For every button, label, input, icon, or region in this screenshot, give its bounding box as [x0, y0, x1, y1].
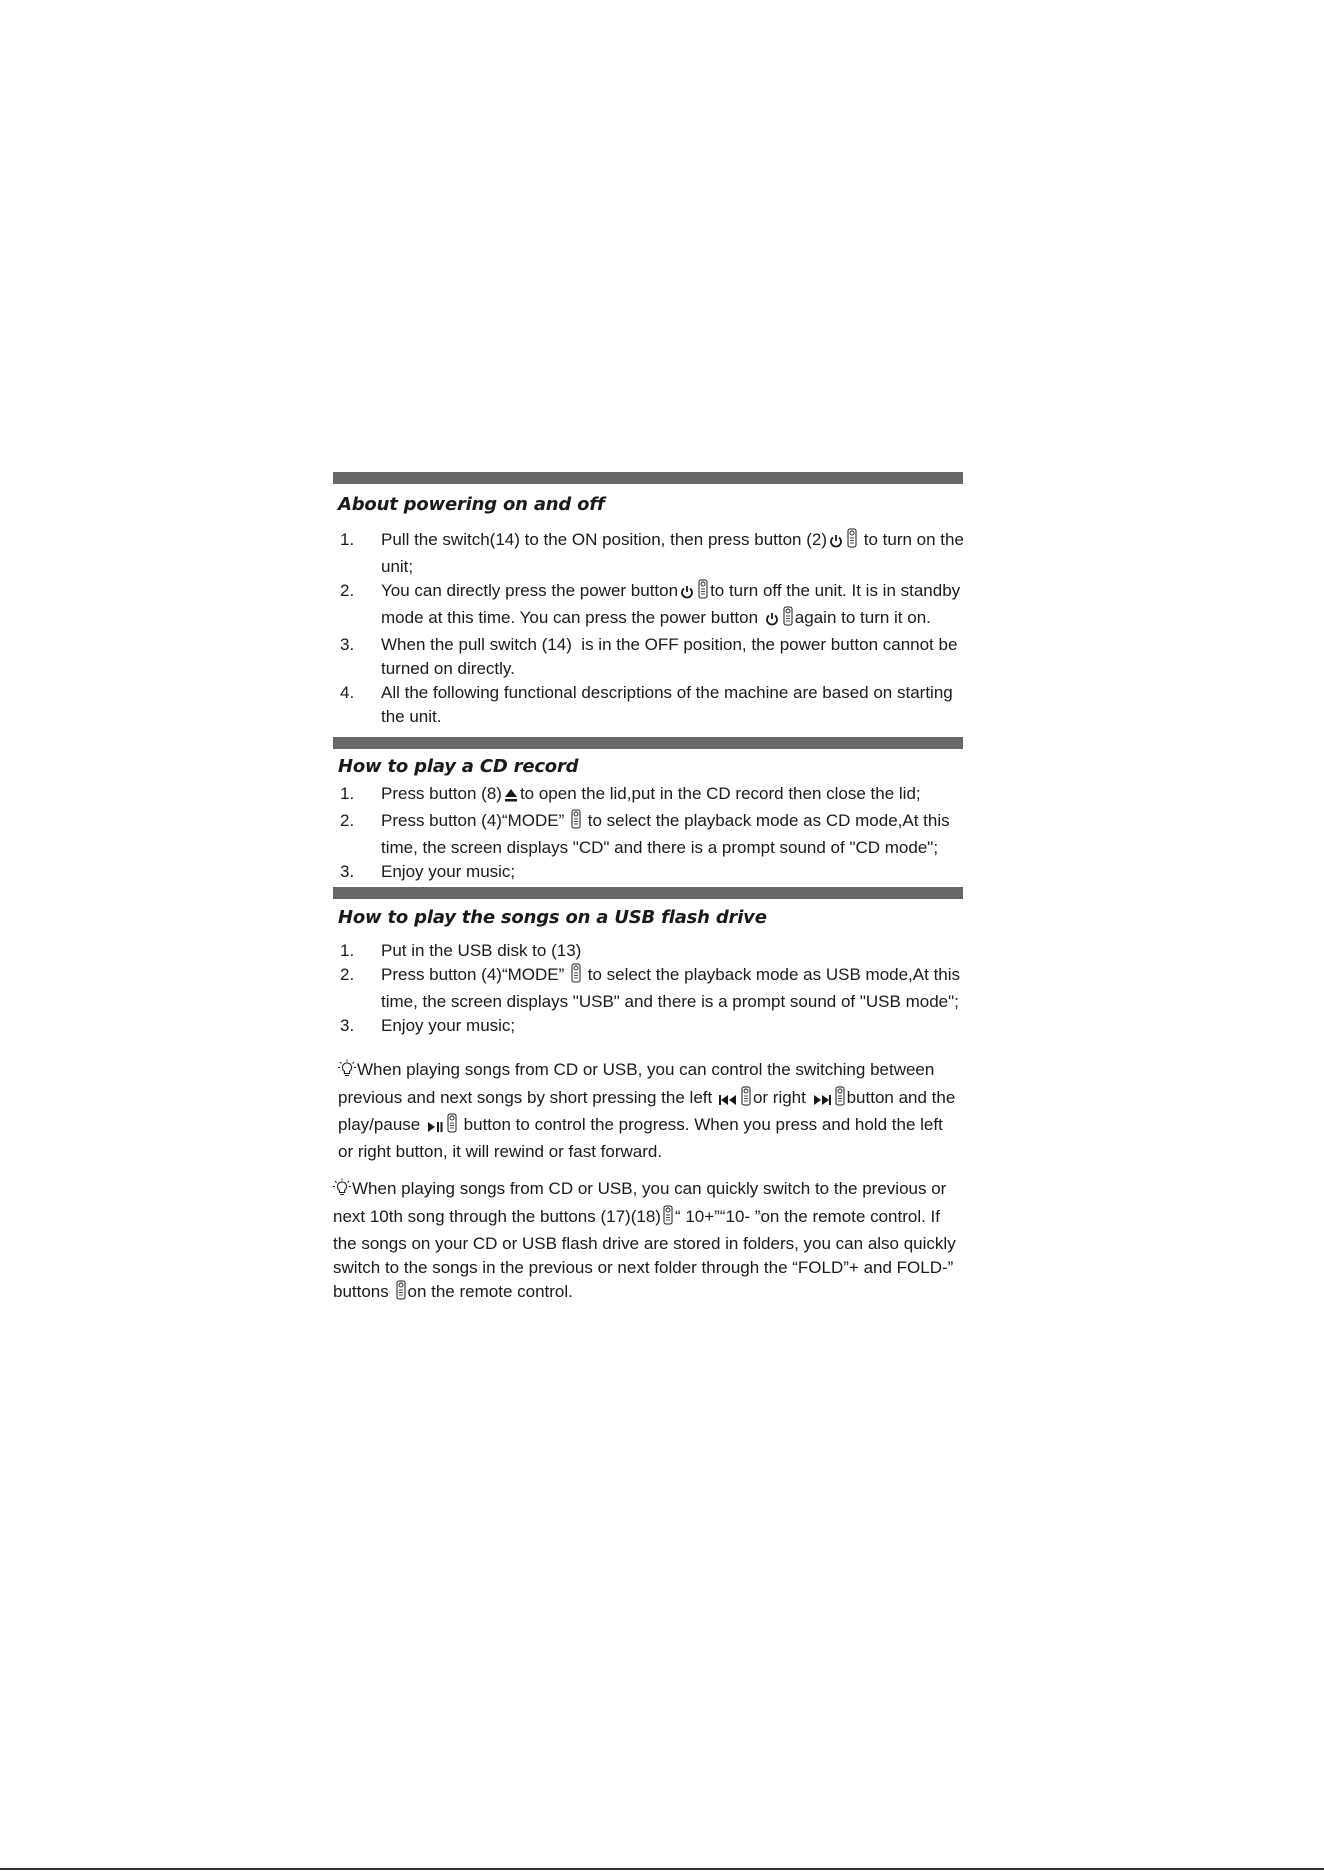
tip-note-10th-song — [333, 1177, 965, 1307]
note-text: button and the play/pause — [338, 1088, 956, 1134]
list-item — [340, 579, 965, 633]
remote-icon — [835, 1086, 845, 1113]
page-bottom-rule — [0, 1868, 1324, 1870]
remote-icon — [741, 1086, 751, 1113]
section-divider-bar — [333, 737, 963, 749]
item-text: Press button (4)“MODE” — [381, 965, 569, 984]
item-text: All the following functional descriptions of the machine are based on starting the unit. — [381, 683, 958, 726]
item-text: Enjoy your music; — [381, 1016, 516, 1035]
note-text: When playing songs from CD or USB, you can quickly switch to the previous or next 10th song through the buttons (17)(18) — [333, 1179, 947, 1226]
list-item — [340, 963, 965, 1014]
item-text: Enjoy your music; — [381, 862, 516, 881]
item-number: 1. — [340, 784, 355, 803]
item-number: 1. — [340, 530, 355, 549]
item-number: 3. — [340, 862, 355, 881]
remote-icon — [698, 579, 708, 606]
item-text: Press button (4)“MODE” — [381, 811, 569, 830]
item-number: 3. — [340, 1016, 355, 1035]
item-text: Put in the USB disk to (13) — [381, 941, 582, 960]
previous-track-icon — [719, 1089, 737, 1113]
item-text: to select the playback mode as USB mode,At this time, the screen displays "USB" and there is a prompt sound of "USB mode"; — [381, 965, 965, 1011]
list-item — [340, 681, 965, 729]
note-text: button to control the progress. When you press and hold the left or right button, it will rewind or fast forward. — [338, 1115, 943, 1161]
tip-note-skip — [338, 1058, 960, 1164]
cd-instructions-list — [340, 782, 965, 884]
list-item — [340, 633, 965, 681]
note-text: on the remote control. — [407, 1282, 573, 1301]
remote-icon — [571, 809, 581, 836]
item-text: When the pull switch (14) is in the OFF position, the power button cannot be turned on directly. — [381, 635, 963, 678]
next-track-icon — [813, 1089, 831, 1113]
list-item — [340, 860, 965, 884]
section-divider-bar — [333, 472, 963, 484]
power-icon — [829, 531, 843, 555]
list-item — [340, 939, 965, 963]
note-text: or right — [752, 1088, 811, 1107]
usb-instructions-list — [340, 939, 965, 1038]
item-number: 2. — [340, 811, 355, 830]
item-number: 2. — [340, 965, 355, 984]
section-divider-bar — [333, 887, 963, 899]
remote-icon — [663, 1205, 673, 1232]
item-text: to turn on the unit; — [381, 530, 969, 576]
lightbulb-icon — [333, 1178, 351, 1205]
list-item — [340, 782, 965, 809]
power-instructions-list — [340, 528, 969, 729]
power-icon — [680, 582, 694, 606]
power-icon — [765, 609, 779, 633]
section-heading-power: About powering on and off — [338, 494, 605, 515]
section-heading-cd: How to play a CD record — [338, 756, 579, 777]
item-text: again to turn it on. — [794, 608, 931, 627]
remote-icon — [847, 528, 857, 555]
play-pause-icon — [427, 1116, 443, 1140]
item-number: 3. — [340, 635, 355, 654]
list-item — [340, 1014, 965, 1038]
item-text: Pull the switch(14) to the ON position, then press button (2) — [381, 530, 828, 549]
remote-icon — [571, 963, 581, 990]
eject-icon — [504, 785, 518, 809]
item-number: 1. — [340, 941, 355, 960]
note-text: “ 10+”“10- ”on the remote control. If the songs on your CD or USB flash drive are stored in folders, you can also quickly switch to the songs in the previous or next folder through the “FOLD”+ and FOLD-” buttons — [333, 1207, 956, 1301]
list-item — [340, 528, 969, 579]
remote-icon — [447, 1113, 457, 1140]
item-text: to turn off the unit. It is in standby mode at this time. You can press the power button — [381, 581, 965, 627]
item-text: to select the playback mode as CD mode,At this time, the screen displays "CD" and there is a prompt sound of "CD mode"; — [381, 811, 955, 857]
remote-icon — [396, 1280, 406, 1307]
section-heading-usb: How to play the songs on a USB flash drive — [338, 907, 767, 928]
remote-icon — [783, 606, 793, 633]
item-text: Press button (8) — [381, 784, 502, 803]
item-number: 2. — [340, 581, 355, 600]
list-item — [340, 809, 965, 860]
item-number: 4. — [340, 683, 355, 702]
note-text: When playing songs from CD or USB, you can control the switching between previous and next songs by short pressing the left — [338, 1060, 935, 1107]
item-text: You can directly press the power button — [381, 581, 679, 600]
lightbulb-icon — [338, 1059, 356, 1086]
item-text: to open the lid,put in the CD record then close the lid; — [519, 784, 921, 803]
